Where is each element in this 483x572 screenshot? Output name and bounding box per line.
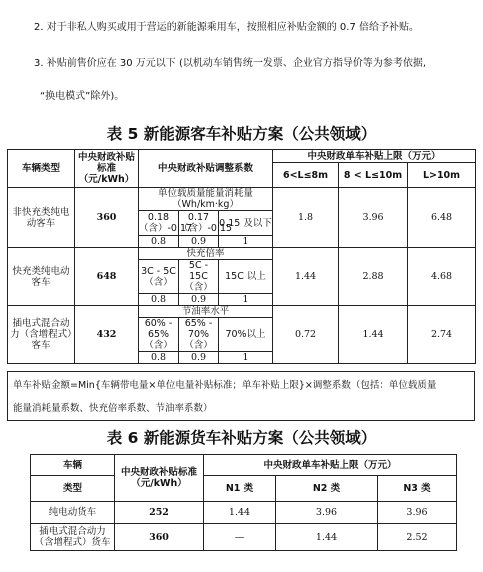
t6-r1-n2: 3.96 bbox=[276, 502, 378, 524]
t5-r2-factor-3: 1 bbox=[219, 294, 273, 306]
t6-header-type-1: 车辆 bbox=[31, 455, 115, 476]
note-3: 3. 补贴前售价应在 30 万元以下 (以机动车销售统一发票、企业官方指导价等为参考依据, bbox=[34, 58, 427, 69]
t5-r2-coef-title: 快充倍率 bbox=[139, 248, 273, 260]
t5-r1-coef-title: 单位载质量能量消耗量（Wh/km·kg） bbox=[139, 188, 273, 211]
t5-r2-range-2: 5C - 15C（含） bbox=[179, 260, 219, 294]
t5-r2-limit-2: 2.88 bbox=[339, 248, 408, 306]
t5-r3-standard: 432 bbox=[75, 306, 139, 364]
t6-r1-n1: 1.44 bbox=[204, 502, 276, 524]
note-3-continued: “换电模式”除外)。 bbox=[40, 91, 125, 102]
t5-header-coef: 中央财政补贴调整系数 bbox=[139, 150, 273, 188]
t5-formula-line2: 能量消耗量系数、快充倍率系数、节油率系数） bbox=[13, 403, 213, 414]
table5-title: 表 5 新能源客车补贴方案（公共领域） bbox=[106, 125, 377, 143]
t6-header-type-2: 类型 bbox=[31, 476, 115, 502]
t5-r3-range-3: 70%以上 bbox=[219, 318, 273, 352]
t5-header-l1: 6<L≤8m bbox=[273, 163, 339, 188]
t5-header-l3: L>10m bbox=[408, 163, 476, 188]
t5-r3-factor-2: 0.9 bbox=[179, 352, 219, 364]
note-2: 2. 对于非私人购买或用于营运的新能源乘用车，按照相应补贴金额的 0.7 倍给予补贴。 bbox=[34, 22, 419, 33]
t5-r3-coef-title: 节油率水平 bbox=[139, 306, 273, 318]
t5-r3-factor-3: 1 bbox=[219, 352, 273, 364]
t6-r2-standard: 360 bbox=[115, 524, 204, 551]
table6-title: 表 6 新能源货车补贴方案（公共领域） bbox=[106, 429, 377, 447]
t5-r1-range-3: 0.15 及以下 bbox=[219, 211, 273, 236]
t6-r2-type: 插电式混合动力（含增程式）货车 bbox=[31, 524, 115, 551]
t5-r2-limit-3: 4.68 bbox=[408, 248, 476, 306]
t5-header-limit: 中央财政单车补贴上限（万元） bbox=[273, 150, 476, 163]
t5-r3-range-1: 60% - 65%（含） bbox=[139, 318, 179, 352]
t5-r1-type: 非快充类纯电动客车 bbox=[8, 188, 75, 248]
t5-r2-factor-2: 0.9 bbox=[179, 294, 219, 306]
t6-r1-standard: 252 bbox=[115, 502, 204, 524]
t5-r2-standard: 648 bbox=[75, 248, 139, 306]
t5-r3-range-2: 65% - 70%（含） bbox=[179, 318, 219, 352]
t5-r3-type: 插电式混合动力（含增程式）客车 bbox=[8, 306, 75, 364]
t5-r2-factor-1: 0.8 bbox=[139, 294, 179, 306]
t5-r2-range-1: 3C - 5C（含） bbox=[139, 260, 179, 294]
t5-r2-type: 快充类纯电动客车 bbox=[8, 248, 75, 306]
t5-r1-standard: 360 bbox=[75, 188, 139, 248]
table5 bbox=[7, 149, 476, 364]
t6-header-n3: N3 类 bbox=[378, 476, 457, 502]
t5-formula bbox=[7, 371, 475, 421]
t6-r1-n3: 3.96 bbox=[378, 502, 457, 524]
t5-r1-factor-2: 0.9 bbox=[179, 236, 219, 248]
t5-header-standard: 中央财政补贴标准（元/kWh） bbox=[75, 150, 139, 188]
t6-header-n2: N2 类 bbox=[276, 476, 378, 502]
t5-r2-limit-1: 1.44 bbox=[273, 248, 339, 306]
t5-r1-limit-2: 3.96 bbox=[339, 188, 408, 248]
t6-r2-n1: — bbox=[204, 524, 276, 551]
t5-r2-range-3: 15C 以上 bbox=[219, 260, 273, 294]
t6-r2-n2: 1.44 bbox=[276, 524, 378, 551]
t5-r1-range-1: 0.18（含）-0.17 bbox=[139, 212, 193, 234]
t5-r3-limit-2: 1.44 bbox=[339, 306, 408, 364]
t5-header-type: 车辆类型 bbox=[8, 150, 75, 188]
t5-formula-line1: 单车补贴金额=Min{车辆带电量×单位电量补贴标准；单车补贴上限}×调整系数（包括：单位载质量 bbox=[13, 380, 437, 391]
t6-r2-n3: 2.52 bbox=[378, 524, 457, 551]
t5-r3-factor-1: 0.8 bbox=[139, 352, 179, 364]
t6-header-limit: 中央财政单车补贴上限（万元） bbox=[204, 455, 457, 476]
t5-r3-limit-3: 2.74 bbox=[408, 306, 476, 364]
t5-r1-limit-1: 1.8 bbox=[273, 188, 339, 248]
t5-r3-limit-1: 0.72 bbox=[273, 306, 339, 364]
t6-header-n1: N1 类 bbox=[204, 476, 276, 502]
t5-r1-factor-1: 0.8 bbox=[139, 236, 179, 248]
t5-r1-factor-3: 1 bbox=[219, 236, 273, 248]
t6-r1-type: 纯电动货车 bbox=[31, 502, 115, 524]
t6-header-standard: 中央财政补贴标准（元/kWh） bbox=[115, 455, 204, 502]
t5-r1-limit-3: 6.48 bbox=[408, 188, 476, 248]
table6 bbox=[30, 454, 457, 551]
t5-r1-range-2: 0.17（含）-0.15 bbox=[179, 212, 233, 234]
t5-header-l2: 8 < L≤10m bbox=[339, 163, 408, 188]
